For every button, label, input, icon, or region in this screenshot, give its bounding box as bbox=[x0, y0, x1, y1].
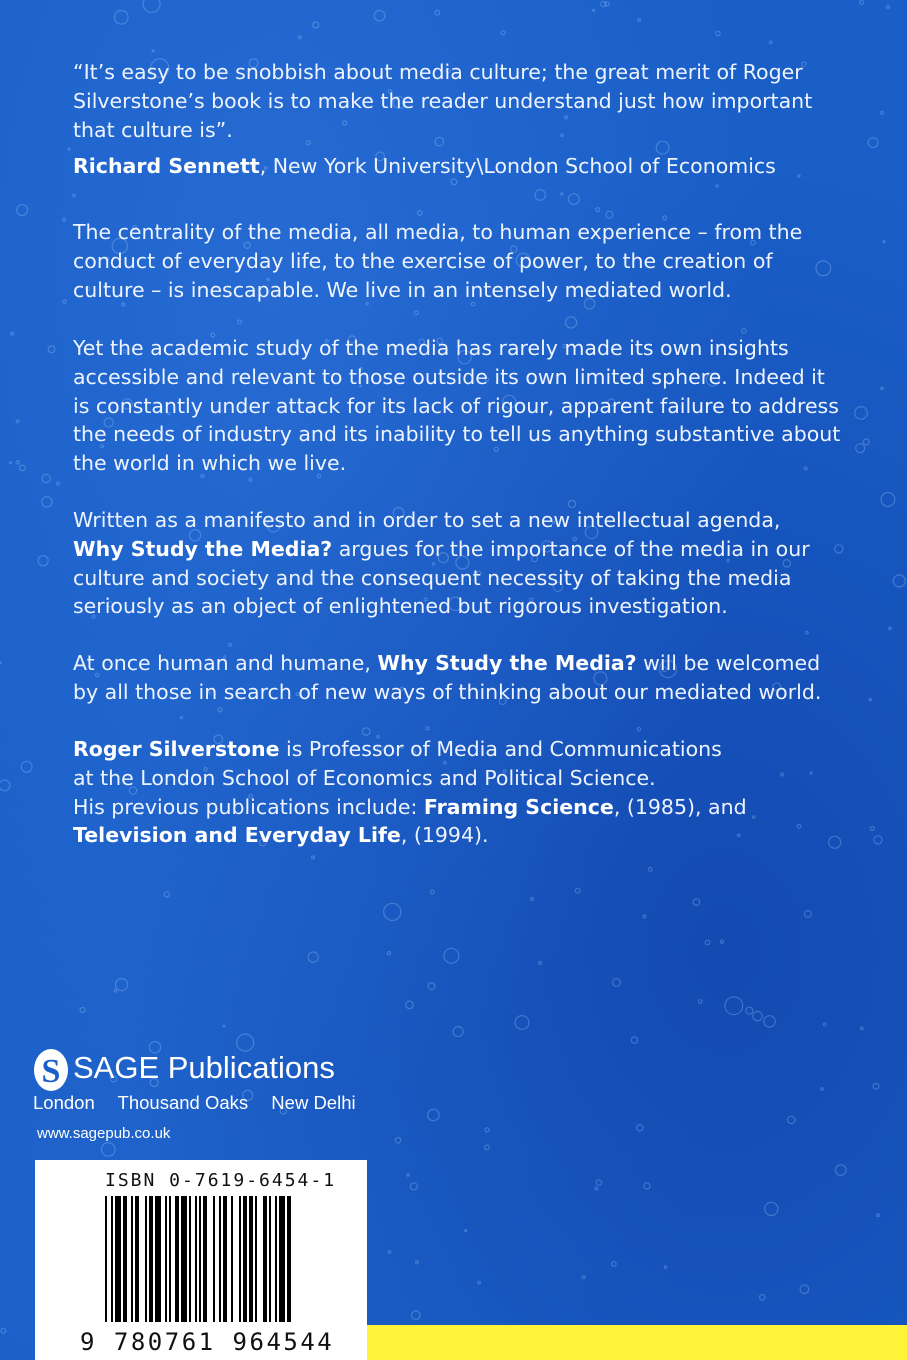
paragraph-text: will be welcomed by all those in search of new ways of thinking about our mediated world. bbox=[73, 651, 822, 704]
publisher-cities bbox=[33, 1092, 374, 1114]
droplet bbox=[11, 332, 14, 335]
droplet bbox=[806, 631, 809, 634]
droplet bbox=[38, 556, 48, 566]
droplet bbox=[535, 190, 546, 201]
droplet bbox=[249, 478, 252, 481]
droplet bbox=[42, 474, 50, 482]
droplet bbox=[312, 856, 315, 859]
barcode-bar bbox=[255, 1196, 257, 1322]
droplet bbox=[374, 10, 385, 21]
droplet bbox=[868, 138, 878, 148]
barcode-bar bbox=[115, 1196, 121, 1322]
droplet bbox=[531, 898, 534, 901]
droplet bbox=[308, 952, 318, 962]
publisher-url: www.sagepub.co.uk bbox=[37, 1125, 171, 1142]
barcode-bar bbox=[131, 1196, 133, 1322]
droplet bbox=[596, 208, 600, 212]
droplet bbox=[152, 50, 154, 52]
droplet bbox=[42, 497, 52, 507]
droplet bbox=[637, 1125, 643, 1131]
droplet bbox=[877, 1214, 880, 1217]
droplet bbox=[881, 387, 883, 389]
droplet bbox=[637, 728, 640, 731]
droplet bbox=[805, 911, 812, 918]
barcode-bar bbox=[181, 1196, 187, 1322]
droplet bbox=[800, 1285, 809, 1294]
quote-affiliation: , New York University\London School of Economics bbox=[259, 154, 776, 178]
yellow-strip bbox=[367, 1325, 907, 1360]
droplet bbox=[395, 1138, 401, 1144]
droplet bbox=[430, 890, 434, 894]
droplet bbox=[764, 1016, 775, 1027]
droplet bbox=[769, 41, 772, 44]
barcode-bar bbox=[145, 1196, 147, 1322]
review-quote bbox=[73, 58, 843, 144]
barcode-bar bbox=[105, 1196, 107, 1322]
droplet bbox=[698, 1000, 702, 1004]
droplet bbox=[116, 979, 128, 991]
publisher-logo bbox=[33, 1048, 373, 1096]
droplet bbox=[417, 211, 422, 216]
droplet bbox=[873, 1083, 879, 1089]
droplet bbox=[881, 493, 895, 507]
droplet bbox=[753, 1012, 762, 1021]
droplet bbox=[16, 461, 19, 464]
droplet bbox=[759, 1295, 765, 1301]
droplet bbox=[631, 1037, 637, 1043]
droplet bbox=[716, 31, 720, 35]
droplet bbox=[17, 205, 28, 216]
droplet bbox=[387, 952, 390, 955]
barcode-bar bbox=[231, 1196, 233, 1322]
droplet bbox=[705, 940, 710, 945]
droplet bbox=[595, 1187, 598, 1190]
droplet bbox=[1, 1328, 6, 1333]
description-paragraph-1 bbox=[73, 218, 843, 304]
droplet bbox=[21, 761, 32, 772]
droplet bbox=[821, 1088, 824, 1091]
droplet bbox=[20, 465, 26, 471]
droplet bbox=[426, 727, 429, 730]
droplet bbox=[539, 962, 542, 965]
barcode-bar bbox=[169, 1196, 171, 1322]
barcode-bar bbox=[203, 1196, 207, 1322]
droplet bbox=[57, 482, 60, 485]
svg-text:S: S bbox=[41, 1053, 61, 1090]
barcode-bar bbox=[279, 1196, 285, 1322]
paragraph-text: The centrality of the media, all media, to human experience – from the conduct of everyday life, to the exercise of power, to the creation of culture – is inescapable. We live in an intensely mediated world. bbox=[73, 220, 803, 302]
barcode-bar bbox=[189, 1196, 191, 1322]
description-paragraph-3 bbox=[73, 506, 843, 621]
barcode-bar bbox=[269, 1196, 271, 1322]
droplet bbox=[870, 827, 874, 831]
droplet bbox=[218, 708, 222, 712]
city-label: New Delhi bbox=[271, 1092, 356, 1113]
city-label: London bbox=[33, 1092, 95, 1113]
barcode-bar bbox=[239, 1196, 241, 1322]
barcode-bar bbox=[195, 1196, 197, 1322]
ean-number: 9 780761 964544 bbox=[80, 1328, 335, 1356]
droplet bbox=[561, 193, 563, 195]
description-paragraph-2 bbox=[73, 334, 843, 478]
droplet bbox=[223, 1025, 225, 1027]
droplet bbox=[410, 1183, 417, 1190]
droplet bbox=[835, 1165, 846, 1176]
droplet bbox=[575, 888, 580, 893]
book-title: Why Study the Media? bbox=[377, 651, 637, 675]
droplet bbox=[720, 940, 723, 943]
droplet bbox=[485, 1145, 490, 1150]
droplet bbox=[313, 22, 319, 28]
droplet bbox=[115, 10, 129, 24]
barcode-panel bbox=[35, 1160, 367, 1360]
droplet bbox=[881, 111, 884, 114]
droplet bbox=[384, 903, 401, 920]
droplet bbox=[582, 1276, 585, 1279]
bio-text: is Professor of Media and Communications bbox=[279, 737, 722, 761]
droplet bbox=[693, 899, 700, 906]
bio-text: at the London School of Economics and Political Science. bbox=[73, 765, 656, 790]
droplet bbox=[742, 329, 747, 334]
droplet bbox=[102, 1143, 116, 1157]
previous-book-title: Framing Science bbox=[423, 794, 614, 819]
droplet bbox=[428, 1109, 440, 1121]
barcode-bar bbox=[123, 1196, 127, 1322]
author-name: Roger Silverstone bbox=[73, 737, 280, 761]
droplet bbox=[9, 462, 11, 464]
droplet bbox=[444, 948, 459, 963]
droplet bbox=[644, 1183, 650, 1189]
droplet bbox=[568, 194, 579, 205]
city-label: Thousand Oaks bbox=[117, 1092, 249, 1113]
droplet bbox=[428, 983, 435, 990]
barcode-bar bbox=[243, 1196, 247, 1322]
barcode-icon bbox=[105, 1196, 340, 1346]
droplet bbox=[613, 979, 621, 987]
droplet bbox=[478, 1281, 481, 1284]
droplet bbox=[605, 2, 609, 6]
droplet bbox=[746, 1007, 753, 1014]
droplet bbox=[863, 439, 869, 445]
droplet bbox=[435, 10, 440, 15]
droplet bbox=[48, 346, 55, 353]
bio-text: , (1985), and bbox=[613, 794, 747, 819]
droplet bbox=[388, 1251, 391, 1254]
droplet bbox=[566, 317, 577, 328]
droplet bbox=[596, 1180, 601, 1185]
droplet bbox=[412, 1311, 421, 1320]
droplet bbox=[73, 194, 76, 197]
droplet bbox=[664, 1266, 667, 1269]
isbn-number: ISBN 0-7619-6454-1 bbox=[105, 1170, 337, 1191]
barcode-bar bbox=[199, 1196, 201, 1322]
droplet bbox=[298, 36, 301, 39]
droplet bbox=[407, 1174, 410, 1177]
droplet bbox=[0, 662, 1, 664]
droplet bbox=[229, 643, 232, 646]
quote-author: Richard Sennett bbox=[73, 154, 260, 178]
droplet bbox=[716, 185, 718, 187]
droplet bbox=[725, 997, 743, 1015]
droplet bbox=[855, 407, 868, 420]
droplet bbox=[80, 1008, 85, 1013]
droplet bbox=[68, 148, 70, 150]
droplet bbox=[180, 717, 182, 719]
droplet bbox=[765, 1202, 778, 1215]
bio-text: , (1994). bbox=[400, 823, 489, 848]
barcode-bar bbox=[275, 1196, 277, 1322]
paragraph-text: Yet the academic study of the media has rarely made its own insights accessible and relevant to those outside its own limited sphere. Indeed it is constantly under attack for its lack of rigour, apparent failure to address the needs of industry and its inability to tell us anything substantive about the world in which we live. bbox=[73, 336, 841, 476]
droplet bbox=[114, 990, 116, 992]
droplet bbox=[485, 1128, 489, 1132]
droplet bbox=[63, 218, 66, 221]
droplet bbox=[465, 1230, 467, 1232]
droplet bbox=[515, 1016, 529, 1030]
droplet bbox=[16, 420, 19, 423]
droplet bbox=[164, 892, 169, 897]
droplet bbox=[453, 1027, 463, 1037]
paragraph-text: argues for the importance of the media in our culture and society and the consequent necessity of taking the media seriously as an object of enlightened but rigorous investigation. bbox=[73, 536, 810, 619]
droplet bbox=[638, 19, 641, 22]
barcode-bar bbox=[155, 1196, 161, 1322]
barcode-bar bbox=[263, 1196, 267, 1322]
droplet bbox=[823, 1023, 826, 1026]
droplet bbox=[861, 1027, 864, 1030]
droplet bbox=[0, 780, 10, 791]
barcode-bar bbox=[149, 1196, 153, 1322]
barcode-bar bbox=[287, 1196, 291, 1322]
author-bio bbox=[73, 735, 843, 850]
paragraph-text: At once human and humane, bbox=[73, 651, 378, 675]
barcode-bar bbox=[111, 1196, 113, 1322]
droplet bbox=[601, 2, 606, 7]
barcode-bar bbox=[249, 1196, 253, 1322]
publisher-name: SAGE Publications bbox=[73, 1050, 335, 1085]
droplet bbox=[893, 575, 905, 587]
droplet bbox=[883, 241, 885, 243]
droplet bbox=[593, 10, 595, 12]
droplet bbox=[643, 915, 646, 918]
barcode-bar bbox=[135, 1196, 139, 1322]
droplet bbox=[856, 444, 865, 453]
droplet bbox=[874, 836, 882, 844]
droplet bbox=[238, 320, 242, 324]
droplet bbox=[788, 1116, 795, 1123]
barcode-bar bbox=[219, 1196, 221, 1322]
barcode-bar bbox=[223, 1196, 227, 1322]
droplet bbox=[887, 6, 890, 9]
droplet bbox=[869, 699, 871, 701]
barcode-bar bbox=[165, 1196, 167, 1322]
droplet bbox=[889, 627, 891, 629]
quote-text: “It’s easy to be snobbish about media culture; the great merit of Roger Silverstone’s book is to make the reader understand just how important that culture is”. bbox=[73, 60, 813, 142]
description-paragraph-4 bbox=[73, 649, 843, 707]
droplet bbox=[501, 31, 505, 35]
barcode-bar bbox=[175, 1196, 179, 1322]
droplet bbox=[406, 1001, 414, 1009]
book-title: Why Study the Media? bbox=[73, 536, 333, 561]
droplet bbox=[143, 0, 160, 13]
droplet bbox=[612, 1262, 617, 1267]
quote-attribution bbox=[73, 152, 843, 181]
droplet bbox=[414, 311, 418, 315]
sage-s-icon bbox=[33, 1048, 69, 1092]
droplet bbox=[416, 1261, 419, 1264]
barcode-bar bbox=[213, 1196, 215, 1322]
droplet bbox=[860, 1, 864, 5]
paragraph-text: Written as a manifesto and in order to set a new intellectual agenda, bbox=[73, 508, 781, 532]
previous-book-title: Television and Everyday Life bbox=[73, 823, 401, 848]
droplet bbox=[63, 300, 66, 303]
droplet bbox=[648, 867, 652, 871]
bio-text: His previous publications include: bbox=[73, 794, 424, 819]
